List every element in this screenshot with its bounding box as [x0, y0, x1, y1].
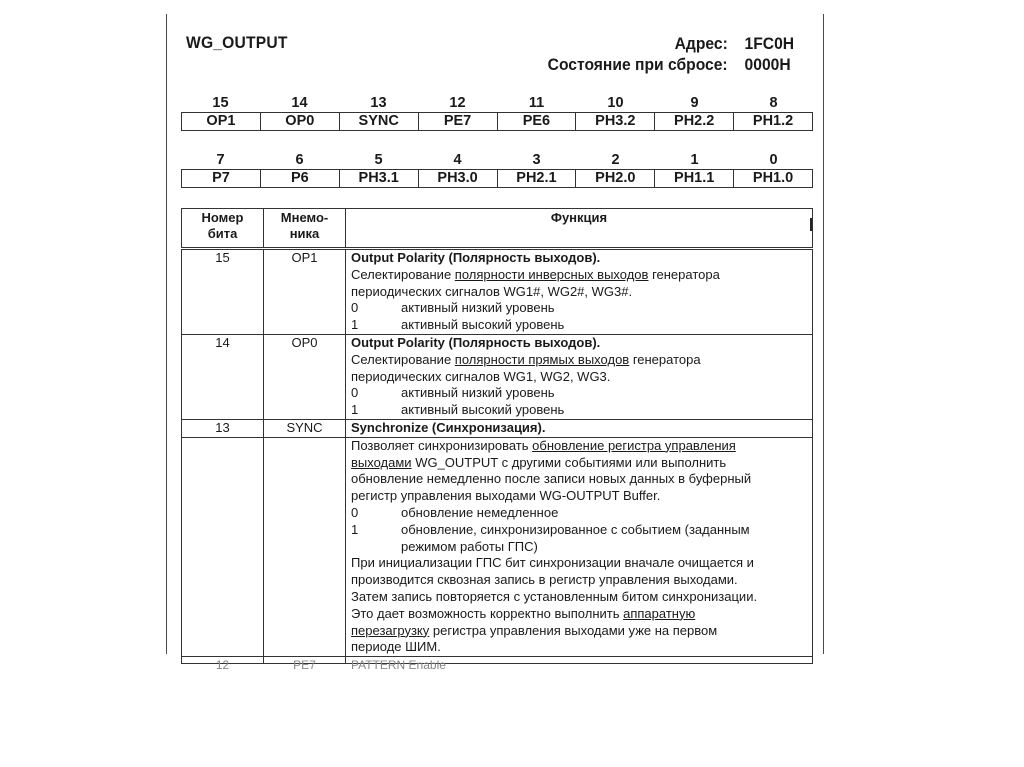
function-desc — [351, 606, 812, 623]
text: генератора — [648, 266, 720, 282]
option-value-empty — [351, 539, 401, 556]
function-desc — [351, 352, 812, 369]
function-desc: периодических сигналов WG1, WG2, WG3. — [351, 368, 611, 384]
option-text: активный высокий уровень — [401, 402, 565, 418]
function-desc: периодических сигналов WG1#, WG2#, WG3#. — [351, 283, 633, 299]
header-text: Функция — [550, 210, 608, 225]
option-value: 0 — [351, 385, 359, 401]
address-label: Адрес: — [674, 34, 728, 53]
bit-number: 10 — [607, 95, 624, 111]
bit-number: 7 — [216, 152, 225, 168]
function-desc — [351, 438, 812, 455]
bit-number: 9 — [690, 95, 699, 111]
table-row — [182, 419, 813, 437]
option-value: 1 — [351, 402, 359, 418]
underlined-text: полярности инверсных выходов — [454, 266, 649, 282]
function-desc: При инициализации ГПС бит синхронизации вначале очищается и — [351, 555, 754, 571]
table-row — [182, 249, 813, 335]
bit-number: 3 — [532, 152, 541, 168]
bit-number: 2 — [611, 152, 620, 168]
option-1 — [351, 317, 812, 334]
header-mnemonic — [264, 209, 346, 249]
bit-cell: P6 — [261, 170, 340, 187]
bit-number: 0 — [769, 152, 778, 168]
function-desc: производится сквозная запись в регистр управления выходами. — [351, 572, 738, 588]
cell-mnemonic: OP0 — [264, 334, 346, 419]
bit-number: 6 — [295, 152, 304, 168]
bit-cell: P7 — [182, 170, 261, 187]
option-text: активный высокий уровень — [401, 317, 565, 333]
option-1 — [351, 522, 812, 539]
bit-cell: PH2.1 — [498, 170, 577, 187]
cell-function — [346, 334, 813, 419]
text: Это дает возможность корректно выполнить — [351, 605, 624, 621]
option-value: 0 — [351, 504, 359, 520]
option-value: 1 — [351, 317, 359, 333]
cell-mnemonic — [264, 657, 346, 673]
register-info — [480, 33, 810, 75]
bit-number: 5 — [374, 152, 383, 168]
reset-label: Состояние при сбросе: — [547, 55, 728, 74]
bit-cell: PE7 — [419, 113, 498, 130]
reset-row — [480, 54, 810, 75]
bit-cells-high — [181, 112, 813, 131]
bit-number: 4 — [453, 152, 462, 168]
text: регистра управления выходами уже на первом — [429, 622, 718, 638]
bit-cell: PE6 — [498, 113, 577, 130]
bit-cells-low — [181, 169, 813, 188]
text: Селектирование — [351, 351, 455, 367]
text: WG_OUTPUT с другими событиями или выполнить — [411, 454, 727, 470]
table-row — [182, 334, 813, 419]
function-desc — [351, 267, 812, 284]
bit-cell: PH3.0 — [419, 170, 498, 187]
cell-mnemonic: OP1 — [264, 249, 346, 335]
function-desc: регистр управления выходами WG-OUTPUT Buffer. — [351, 488, 661, 504]
bit-number: 13 — [370, 95, 387, 111]
cell-bit — [182, 657, 264, 673]
header-text: ника — [289, 226, 320, 241]
bit-cell: PH2.0 — [576, 170, 655, 187]
function-table — [181, 208, 813, 673]
cell-function — [346, 437, 813, 656]
cell-bit: 13 — [182, 419, 264, 437]
underlined-text: выходами — [351, 454, 412, 470]
header-function — [346, 209, 813, 249]
bit-cell: PH3.1 — [340, 170, 419, 187]
option-1-cont — [351, 539, 812, 556]
margin-mark — [810, 218, 812, 231]
cut-text: PE7 — [293, 658, 316, 673]
bit-cell: PH2.2 — [655, 113, 734, 130]
underlined-text: обновление регистра управления — [532, 437, 736, 453]
option-text: активный низкий уровень — [401, 300, 555, 316]
bit-cell: PH3.2 — [576, 113, 655, 130]
cell-bit: 15 — [182, 249, 264, 335]
function-desc: Затем запись повторяется с установленным битом синхронизации. — [351, 588, 758, 604]
address-row — [480, 33, 810, 54]
text: генератора — [629, 351, 701, 367]
text: Селектирование — [351, 266, 455, 282]
reset-value: 0000H — [744, 55, 791, 74]
function-desc: периоде ШИМ. — [351, 639, 441, 655]
bit-cell: SYNC — [340, 113, 419, 130]
table-header — [182, 209, 813, 249]
cell-function — [346, 249, 813, 335]
function-title: Output Polarity (Полярность выходов). — [351, 250, 601, 265]
bit-number: 11 — [528, 95, 545, 111]
function-title: Synchronize (Синхронизация). — [346, 419, 813, 437]
bit-number: 14 — [291, 95, 308, 111]
bit-cell: PH1.0 — [752, 170, 794, 186]
option-value: 1 — [351, 521, 359, 537]
header-text: Мнемо- — [280, 210, 329, 225]
option-text: обновление немедленное — [401, 504, 559, 520]
bit-cell: OP1 — [182, 113, 261, 130]
bit-number: 8 — [769, 95, 778, 111]
bit-cell: PH1.2 — [752, 113, 794, 129]
header-text: бита — [207, 226, 238, 241]
bit-numbers-high — [181, 94, 813, 112]
option-text: режимом работы ГПС) — [401, 538, 538, 554]
option-0 — [351, 300, 812, 317]
function-desc: обновление немедленно после записи новых данных в буферный — [351, 471, 752, 487]
option-text: активный низкий уровень — [401, 385, 555, 401]
function-desc — [351, 455, 812, 472]
option-1 — [351, 402, 812, 419]
underlined-text: перезагрузку — [351, 622, 430, 638]
function-desc — [351, 623, 812, 640]
bit-number: 15 — [212, 95, 229, 111]
underlined-text: аппаратную — [623, 605, 696, 621]
bit-map-low — [181, 151, 813, 188]
option-text: обновление, синхронизированное с событием (заданным — [401, 521, 750, 537]
register-name: WG_OUTPUT — [186, 33, 288, 52]
table-row-cut — [182, 657, 813, 664]
underlined-text: полярности прямых выходов — [454, 351, 630, 367]
header-bit-number — [182, 209, 264, 249]
bit-number: 1 — [690, 152, 699, 168]
function-title: Output Polarity (Полярность выходов). — [351, 334, 601, 350]
cut-text: PATTERN Enable — [351, 658, 446, 673]
table-row-continuation — [182, 437, 813, 656]
option-value: 0 — [351, 300, 359, 316]
header-text: Номер — [201, 210, 244, 225]
bit-cell: PH1.1 — [655, 170, 734, 187]
cell-function — [346, 657, 813, 673]
address-value: 1FC0H — [744, 34, 795, 53]
option-0 — [351, 505, 812, 522]
bit-number: 12 — [449, 95, 466, 111]
cell-bit-empty — [182, 437, 264, 656]
cell-mnemonic-empty — [264, 437, 346, 656]
bit-numbers-low — [181, 151, 813, 169]
option-0 — [351, 385, 812, 402]
text: Позволяет синхронизировать — [351, 437, 533, 453]
bit-cell: OP0 — [261, 113, 340, 130]
cut-text: 12 — [215, 658, 230, 673]
cell-bit: 14 — [182, 334, 264, 419]
cell-mnemonic: SYNC — [264, 419, 346, 437]
bit-map-high — [181, 94, 813, 131]
